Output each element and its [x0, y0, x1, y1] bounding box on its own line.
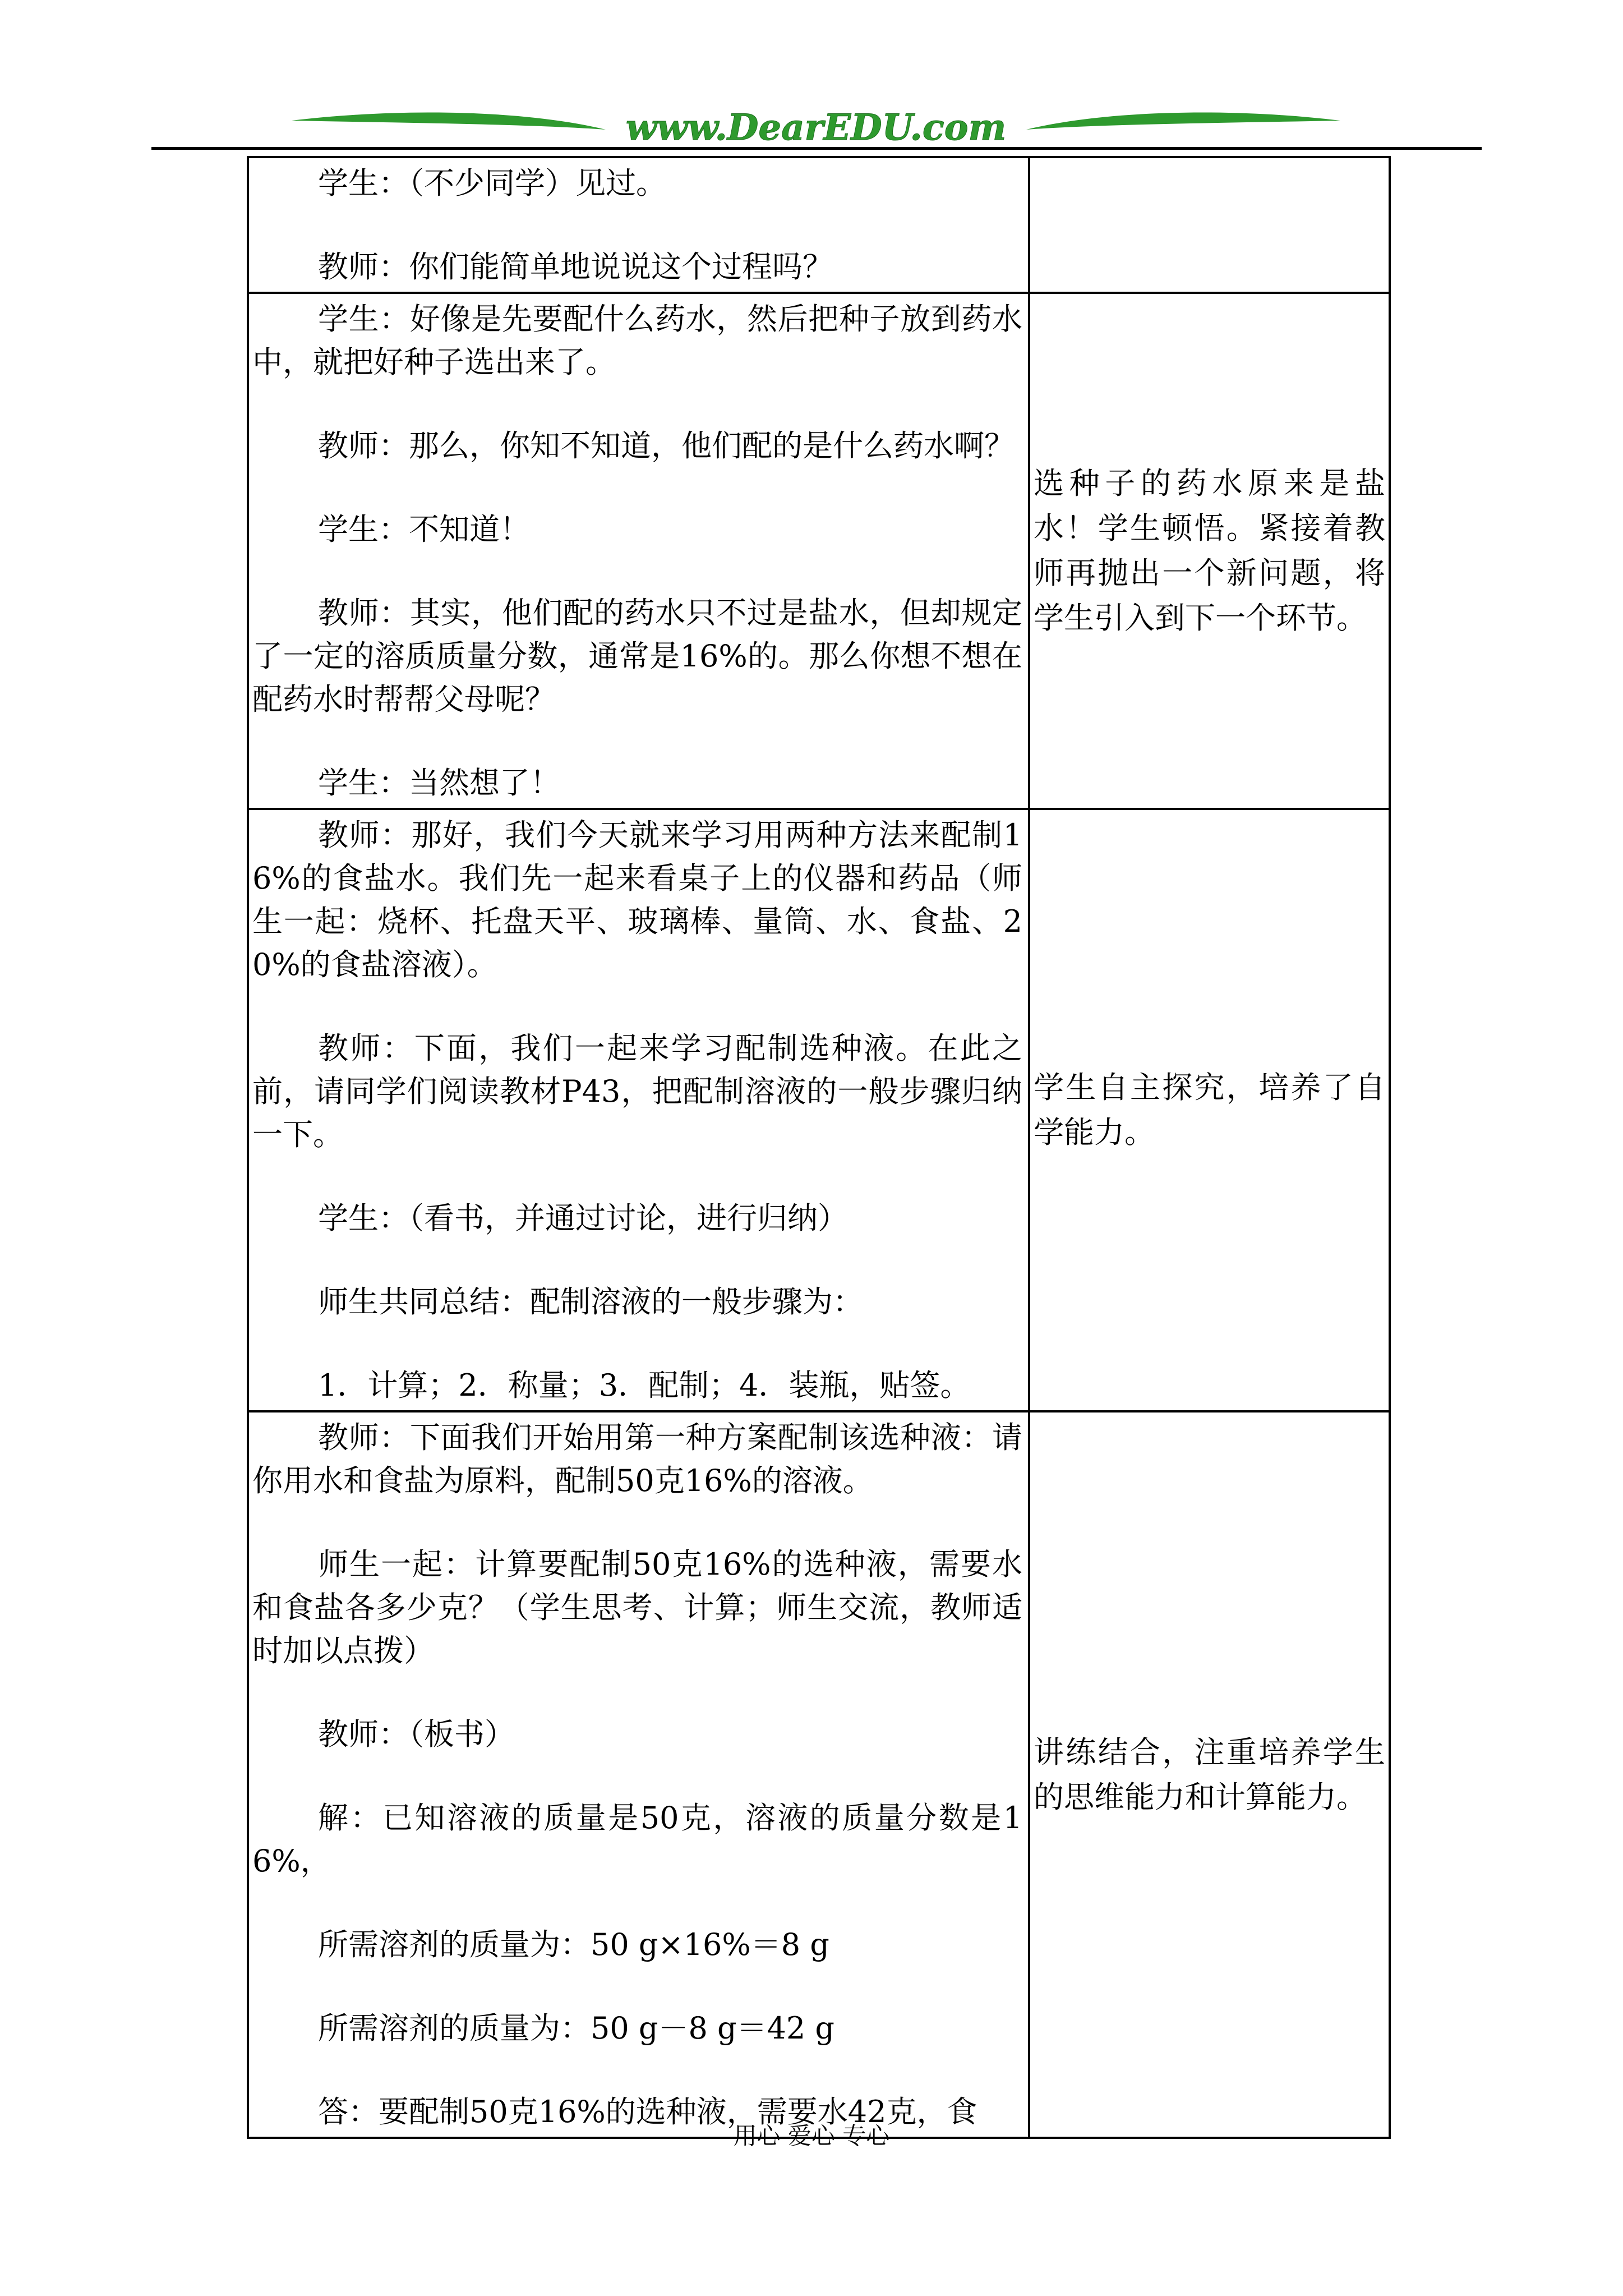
table-row	[248, 1411, 1390, 2138]
banner-swoosh-left	[292, 112, 606, 130]
dialogue-line: 师生一起：计算要配制50克16%的选种液，需要水和食盐各多少克？（学生思考、计算；师生交流，教师适时加以点拨）	[252, 1547, 1022, 1668]
dialogue-line: 1．计算；2．称量；3．配制；4．装瓶，贴签。	[318, 1368, 971, 1403]
dialogue-line: 教师：那好，我们今天就来学习用两种方法来配制16%的食盐水。我们先一起来看桌子上的仪器和药品（师生一起：烧杯、托盘天平、玻璃棒、量筒、水、食盐、20%的食盐溶液）。	[252, 817, 1022, 982]
dialogue-line: 师生共同总结：配制溶液的一般步骤为：	[318, 1284, 863, 1319]
dialogue-line: 所需溶剂的质量为：50 g×16%＝8 g	[318, 1927, 829, 1962]
table-row	[248, 809, 1390, 1411]
header-banner	[292, 104, 1340, 160]
banner-swoosh-right	[1026, 112, 1340, 130]
note-cell	[1029, 1411, 1390, 2138]
dialogue-line: 教师：（板书）	[318, 1717, 515, 1752]
page-footer: 用心 爱心 专心	[733, 2122, 890, 2150]
dialogue-cell	[248, 1411, 1029, 2138]
note-text: 讲练结合，注重培养学生的思维能力和计算能力。	[1034, 1734, 1385, 1815]
dialogue-line: 教师：下面，我们一起来学习配制选种液。在此之前，请同学们阅读教材P43，把配制溶液的一般步骤归纳一下。	[252, 1030, 1022, 1152]
note-cell	[1029, 157, 1390, 293]
dialogue-line: 解：已知溶液的质量是50克，溶液的质量分数是16%，	[252, 1800, 1022, 1879]
note-cell	[1029, 809, 1390, 1411]
dialogue-line: 学生：（不少同学）见过。	[318, 165, 666, 201]
dialogue-line: 答：要配制50克16%的选种液，需要水42克，食	[318, 2094, 978, 2129]
table-row	[248, 293, 1390, 809]
table-row	[248, 157, 1390, 293]
lesson-table	[247, 156, 1391, 2139]
dialogue-line: 教师：你们能简单地说说这个过程吗？	[318, 249, 833, 284]
dialogue-cell	[248, 809, 1029, 1411]
note-text: 选种子的药水原来是盐水！学生顿悟。紧接着教师再抛出一个新问题，将学生引入到下一个环节。	[1034, 466, 1385, 636]
dialogue-line: 学生：（看书，并通过讨论，进行归纳）	[318, 1200, 848, 1236]
dialogue-line: 学生：好像是先要配什么药水，然后把种子放到药水中，就把好种子选出来了。	[252, 301, 1022, 380]
dialogue-line: 学生：不知道！	[318, 512, 530, 547]
header-site-logo: www.DearEDU.com	[625, 107, 1007, 149]
dialogue-line: 所需溶剂的质量为：50 g－8 g＝42 g	[318, 2010, 834, 2046]
dialogue-line: 教师：其实，他们配的药水只不过是盐水，但却规定了一定的溶质质量分数，通常是16%的。那么你想不想在配药水时帮帮父母呢？	[252, 595, 1022, 717]
dialogue-line: 教师：那么，你知不知道，他们配的是什么药水啊？	[318, 428, 1015, 463]
note-cell	[1029, 293, 1390, 809]
header-rule	[151, 147, 1482, 150]
note-text: 学生自主探究，培养了自学能力。	[1034, 1070, 1385, 1150]
dialogue-cell	[248, 157, 1029, 293]
dialogue-line: 教师：下面我们开始用第一种方案配制该选种液：请你用水和食盐为原料，配制50克16%的溶液。	[252, 1420, 1022, 1498]
dialogue-line: 学生：当然想了！	[318, 765, 560, 800]
dialogue-cell	[248, 293, 1029, 809]
